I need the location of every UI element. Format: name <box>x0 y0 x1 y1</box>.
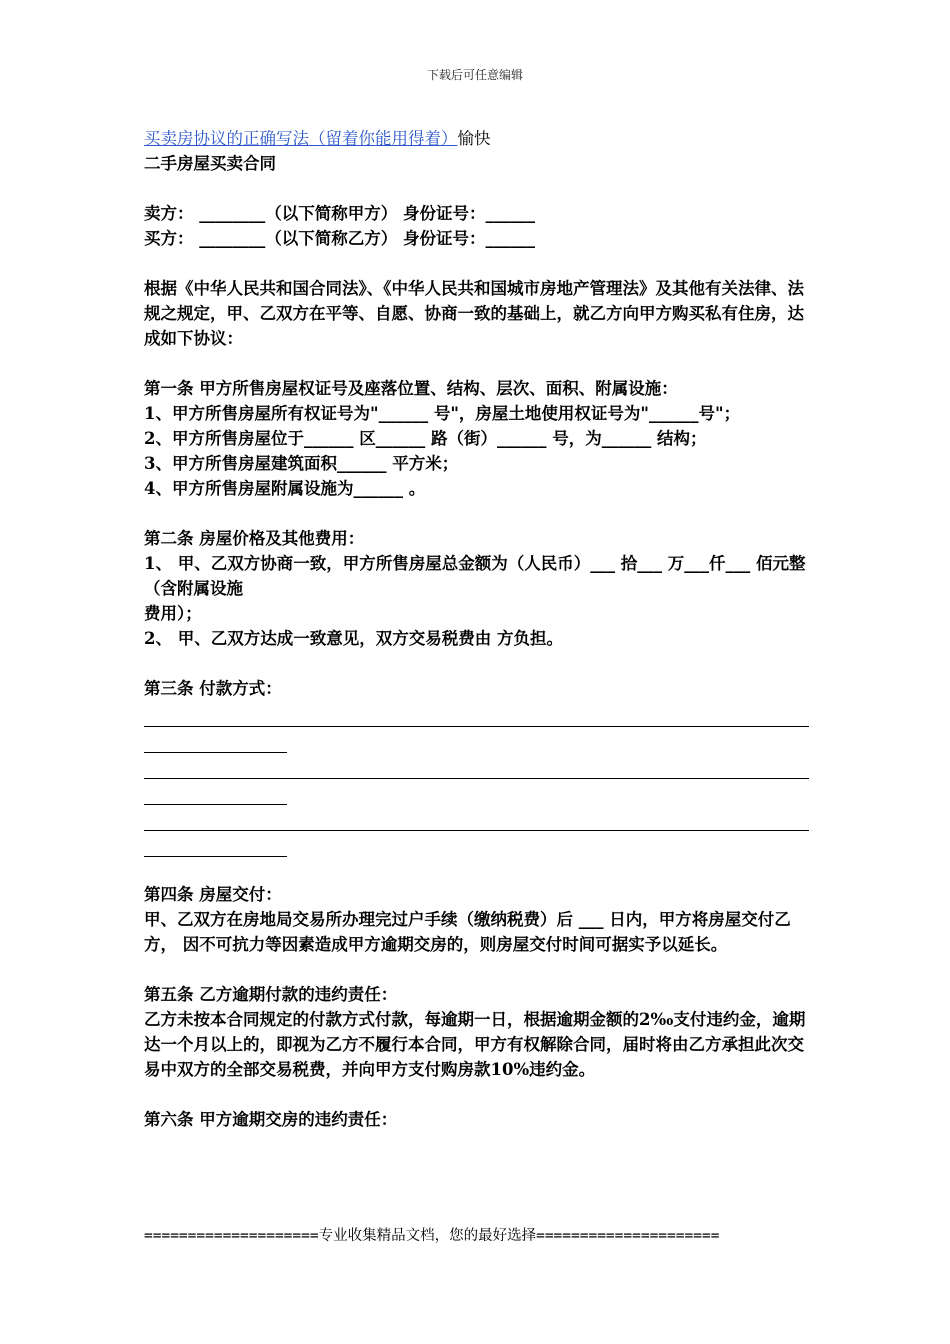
article4-body: 甲、乙双方在房地局交易所办理完过户手续（缴纳税费）后 ___ 日内，甲方将房屋交付乙方， 因不可抗力等因素造成甲方逾期交房的，则房屋交付时间可据实予以延长。 <box>144 910 791 954</box>
article1-heading: 第一条 甲方所售房屋权证号及座落位置、结构、层次、面积、附属设施： <box>144 379 678 398</box>
payment-blank-line <box>144 779 287 805</box>
payment-blank-line <box>144 831 287 857</box>
contract-title: 二手房屋买卖合同 <box>144 154 276 173</box>
document-title-row <box>144 126 809 151</box>
article2-item-1: 1、 甲、乙双方协商一致，甲方所售房屋总金额为（人民币）___ 拾___ 万___仟___ 佰元整（含附属设施 <box>144 554 806 598</box>
article2-item-2: 2、 甲、乙双方达成一致意见，双方交易税费由 方负担。 <box>144 629 563 648</box>
payment-blank-line <box>144 727 287 753</box>
download-note: 下载后可任意编辑 <box>426 68 523 82</box>
article5-heading: 第五条 乙方逾期付款的违约责任： <box>144 985 398 1004</box>
payment-blank-line <box>144 805 809 831</box>
payment-blank-line <box>144 701 809 727</box>
article4-heading: 第四条 房屋交付： <box>144 885 282 904</box>
contract-document <box>144 126 809 1132</box>
seller-line: 卖方： ________（以下简称甲方） 身份证号：______ <box>144 204 535 223</box>
article2-heading: 第二条 房屋价格及其他费用： <box>144 529 365 548</box>
payment-blank-line <box>144 753 809 779</box>
intro-paragraph: 根据《中华人民共和国合同法》、《中华人民共和国城市房地产管理法》及其他有关法律、法规之规定，甲、乙双方在平等、自愿、协商一致的基础上，就乙方向甲方购买私有住房，达成如下协议： <box>144 279 804 348</box>
title-suffix: 愉快 <box>457 129 491 148</box>
buyer-line: 买方： ________（以下简称乙方） 身份证号：______ <box>144 229 535 248</box>
article5-body: 乙方未按本合同规定的付款方式付款，每逾期一日，根据逾期金额的2‰支付违约金，逾期达一个月以上的，即视为乙方不履行本合同，甲方有权解除合同，届时将由乙方承担此次交易中双方的全部交易税费，并向甲方支付购房款10%违约金。 <box>144 1010 806 1079</box>
article6-heading: 第六条 甲方逾期交房的违约责任： <box>144 1110 398 1129</box>
article1-item-1: 1、甲方所售房屋所有权证号为"______ 号"，房屋土地使用权证号为"______号"； <box>144 404 741 423</box>
footer-banner: ====================专业收集精品文档，您的最好选择===================== <box>144 1228 720 1244</box>
article2-item-1-cont: 费用）； <box>144 604 202 623</box>
article1-item-4: 4、甲方所售房屋附属设施为______ 。 <box>144 479 426 498</box>
article1-item-3: 3、甲方所售房屋建筑面积______ 平方米； <box>144 454 459 473</box>
title-link[interactable]: 买卖房协议的正确写法（留着你能用得着） <box>144 129 458 148</box>
article1-item-2: 2、甲方所售房屋位于______ 区______ 路（街）______ 号，为______ 结构； <box>144 429 707 448</box>
article3-heading: 第三条 付款方式： <box>144 679 282 698</box>
